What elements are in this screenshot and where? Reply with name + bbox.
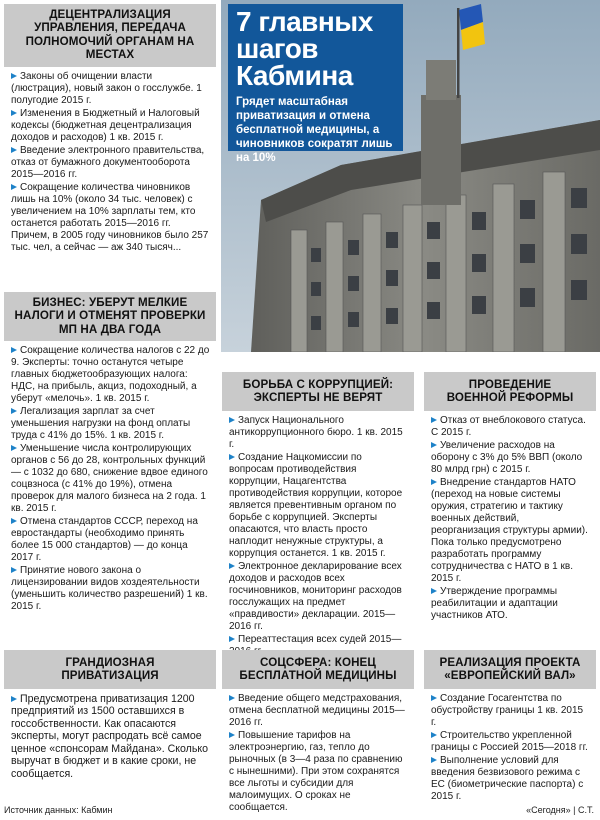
list-item: Повышение тарифов на электроэнергию, газ, тепло до рыночных (в 3—4 раза по сравнению с нынешними). При этом сохранятся все льготы и субсидии для малоимущих. О сроках не сообщается. [229, 729, 403, 813]
list-item: Предусмотрена приватизация 1200 предприятий из 1500 оставшихся в госсобственности. Как опасаются эксперты, могут распродать всё самое ценное «спонсорам Майдана». Сколько выручат в бюджет и в какие сроки, не сообщается. [11, 692, 209, 780]
section-decentralization [4, 4, 216, 255]
list-item: Строительство укрепленной границы с Россией 2015—2018 гг. [431, 729, 588, 753]
section-title: ДЕЦЕНТРАЛИЗАЦИЯ УПРАВЛЕНИЯ, ПЕРЕДАЧА ПОЛНОМОЧИЙ ОРГАНАМ НА МЕСТАХ [4, 4, 216, 67]
triangle-bullet-icon [431, 442, 437, 448]
list-item: Легализация зарплат за счет уменьшения нагрузки на фонд оплаты труда с 41% до 15%. 1 кв. 2015 г. [11, 406, 191, 442]
headline-subtitle: Грядет масштабная приватизация и отмена бесплатной медицины, а чиновников сократят лишь на 10% [236, 96, 393, 164]
list-item: Сокращение количества чиновников лишь на 10% (около 34 тыс. человек) с увеличением на 10% зарплаты тем, кто останется работать 2015—2016 гг. Причем, в 2005 году чиновников было 257 тыс. чел, а сейчас — аж 340 тысяч... [11, 181, 209, 253]
list-item: Изменения в Бюджетный и Налоговый кодексы (бюджетная децентрализация доходов и расходов) 1 кв. 2015 г. [11, 107, 200, 143]
item-list [424, 689, 596, 803]
list-item: Сокращение количества налогов с 22 до 9. Эксперты: точно останутся четыре главных бюджетообразующих налога: НДС, на прибыль, акциз, подоходный, а уберут «мелочь». 1 кв. 2015 г. [11, 345, 210, 405]
item-list [222, 689, 414, 814]
triangle-bullet-icon [11, 567, 17, 573]
list-item: Создание Госагентства по обустройству границы 1 кв. 2015 г. [431, 692, 584, 728]
triangle-bullet-icon [431, 695, 437, 701]
headline-box [228, 4, 403, 164]
section-title: ГРАНДИОЗНАЯ ПРИВАТИЗАЦИЯ [4, 650, 216, 689]
triangle-bullet-icon [11, 147, 17, 153]
triangle-bullet-icon [431, 588, 437, 594]
list-item: Запуск Национального антикоррупционного бюро. 1 кв. 2015 г. [229, 414, 403, 450]
list-item: Уменьшение числа контролирующих органов с 56 до 28, контрольных функций — с 1032 до 680, снижение вдвое единого соцвзноса (с 41% до 19%), отмена проверок для малого бизнеса на 2 года. 1 кв. 2015 г. [11, 443, 208, 515]
triangle-bullet-icon [11, 184, 17, 190]
triangle-bullet-icon [11, 110, 17, 116]
triangle-bullet-icon [11, 518, 17, 524]
footer [4, 805, 596, 815]
list-item: Введение общего медстрахования, отмена бесплатной медицины 2015—2016 гг. [229, 692, 405, 728]
list-item: Создание Нацкомиссии по вопросам противодействия коррупции, Нацагентства противодействия коррупции, которое является превентивным органом по борьбе с коррупцией. Эксперты опасаются, что власть просто наплодит ненужные структуры, а коррупция останется. 1 кв. 2015 г. [229, 451, 403, 559]
section-privatization [4, 650, 216, 781]
triangle-bullet-icon [11, 408, 17, 414]
triangle-bullet-icon [229, 695, 235, 701]
list-item: Отмена стандартов СССР, переход на евростандарты (необходимо принять более 15 000 стандартов) — до конца 2017 г. [11, 516, 198, 564]
triangle-bullet-icon [229, 454, 235, 460]
triangle-bullet-icon [11, 696, 17, 702]
section-title: БИЗНЕС: УБЕРУТ МЕЛКИЕ НАЛОГИ И ОТМЕНЯТ ПРОВЕРКИ МП НА ДВА ГОДА [4, 292, 216, 341]
triangle-bullet-icon [11, 347, 17, 353]
triangle-bullet-icon [431, 757, 437, 763]
item-list [424, 411, 596, 622]
credit-note: «Сегодня» | С.Т. [526, 805, 594, 815]
section-business [4, 292, 216, 614]
triangle-bullet-icon [229, 563, 235, 569]
triangle-bullet-icon [431, 479, 437, 485]
item-list [4, 67, 216, 254]
list-item: Введение электронного правительства, отказ от бумажного документооборота 2015—2016 гг. [11, 144, 205, 180]
triangle-bullet-icon [11, 445, 17, 451]
section-title: БОРЬБА С КОРРУПЦИЕЙ: ЭКСПЕРТЫ НЕ ВЕРЯТ [222, 372, 414, 411]
item-list [4, 341, 216, 613]
list-item: Отказ от внеблокового статуса. С 2015 г. [431, 414, 586, 438]
list-item: Принятие нового закона о лицензировании видов хоздеятельности (уменьшить количество разрешений) 1 кв. 2015 г. [11, 565, 208, 613]
list-item: Электронное декларирование всех доходов и расходов всех госчиновников, мониторинг расходов госслужащих на предмет «правдивости» декларации. 2015—2016 гг. [229, 560, 402, 632]
list-item: Законы об очищении власти (люстрация), новый закон о госслужбе. 1 полугодие 2015 г. [11, 70, 202, 106]
triangle-bullet-icon [229, 417, 235, 423]
section-military [424, 372, 596, 623]
source-note: Источник данных: Кабмин [4, 805, 113, 815]
list-item: Переаттестация всех судей 2015— [229, 634, 409, 658]
triangle-bullet-icon [431, 417, 437, 423]
list-item: Выполнение условий для введения безвизового режима с ЕС (биометрические паспорта) с 2015 г. [431, 754, 584, 802]
headline-title: 7 главных шагов Кабмина [236, 6, 373, 91]
section-title: ПРОВЕДЕНИЕ ВОЕННОЙ РЕФОРМЫ [424, 372, 596, 411]
list-item: Внедрение стандартов НАТО (переход на новые системы оружия, стратегию и тактику военных действий, реорганизация структуры армии). Пока только предусмотрено разработать программу сотрудничества с НАТО в 1 кв. 2015 г. [431, 476, 588, 584]
list-item: Утверждение программы реабилитации и адаптации участников АТО. [431, 585, 558, 621]
triangle-bullet-icon [431, 732, 437, 738]
section-title: СОЦСФЕРА: КОНЕЦ БЕСПЛАТНОЙ МЕДИЦИНЫ [222, 650, 414, 689]
section-social [222, 650, 414, 815]
item-list [222, 411, 414, 658]
list-item: Увеличение расходов на оборону с 3% до 5% ВВП (около 80 млрд грн) с 2015 г. [431, 439, 583, 475]
section-corruption [222, 372, 414, 659]
triangle-bullet-icon [11, 73, 17, 79]
section-european-wall [424, 650, 596, 804]
section-title: РЕАЛИЗАЦИЯ ПРОЕКТА «ЕВРОПЕЙСКИЙ ВАЛ» [424, 650, 596, 689]
triangle-bullet-icon [229, 636, 235, 642]
item-list [4, 689, 216, 781]
triangle-bullet-icon [229, 732, 235, 738]
